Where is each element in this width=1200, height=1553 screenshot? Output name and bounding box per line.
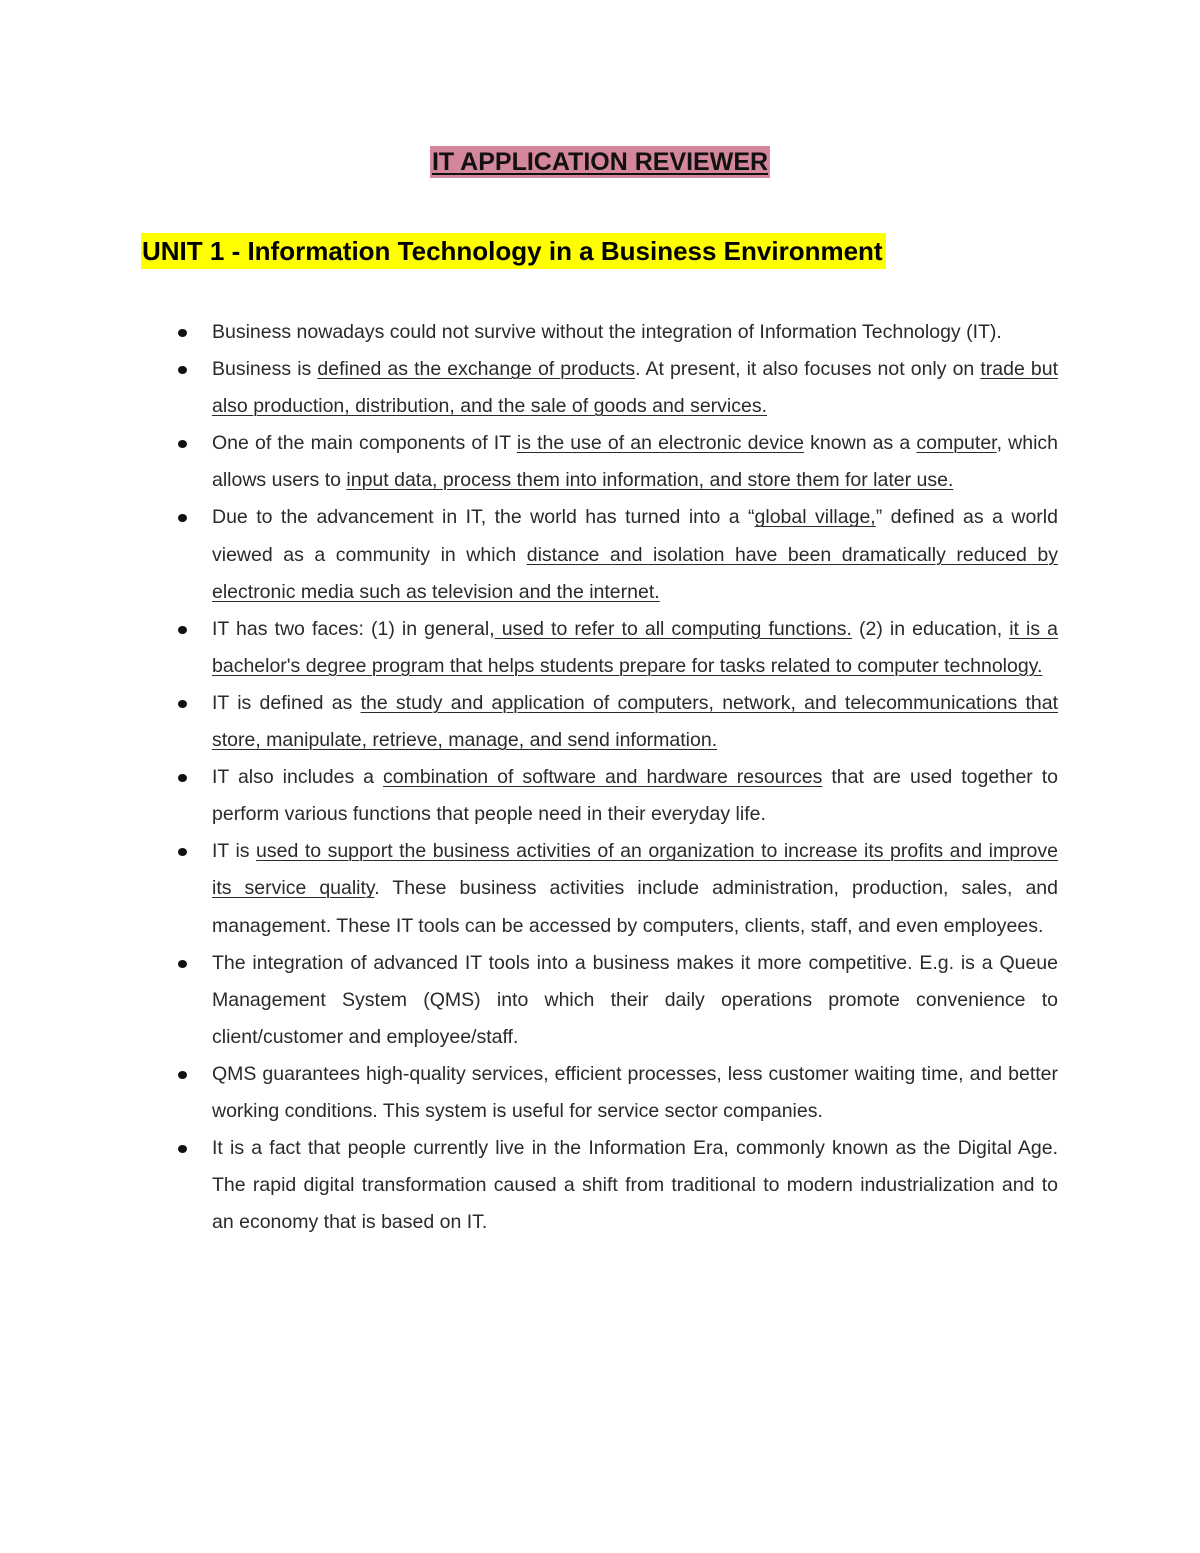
bullet-text: . At present, it also focuses not only on xyxy=(635,358,981,381)
bullet-text: . These business activities include administration, production, sales, and management. These IT tools can be accessed by computers, clients, staff, and even employees. xyxy=(212,877,1058,937)
bullet-text-underlined: defined as the exchange of products xyxy=(317,358,636,381)
unit-heading xyxy=(141,233,886,269)
bullet-text-underlined: input data, process them into information, and store them for later use. xyxy=(346,469,954,492)
bullet-dot-icon xyxy=(178,960,187,968)
bullet-text: One of the main components of IT xyxy=(212,432,517,455)
bullet-item xyxy=(212,833,1058,944)
bullet-item xyxy=(212,685,1058,759)
bullet-item xyxy=(212,1056,1058,1130)
bullet-text: Due to the advancement in IT, the world has turned into a “ xyxy=(212,506,755,529)
bullet-dot-icon xyxy=(178,848,187,856)
bullet-dot-icon xyxy=(178,1145,187,1153)
bullet-item xyxy=(212,759,1058,833)
bullet-item xyxy=(212,1130,1058,1241)
document-title-text: IT APPLICATION REVIEWER xyxy=(431,148,769,176)
bullet-text: IT is defined as xyxy=(212,691,361,714)
bullet-dot-icon xyxy=(178,329,187,337)
bullet-dot-icon xyxy=(178,366,187,374)
bullet-text: The integration of advanced IT tools into a business makes it more competitive. E.g. is a Queue Management System (QMS) into which their daily operations promote convenience to client/customer and employee/staff. xyxy=(212,951,1058,1048)
bullet-text: IT has two faces: (1) in general, xyxy=(212,617,495,640)
bullet-dot-icon xyxy=(178,514,187,522)
bullet-dot-icon xyxy=(178,1071,187,1079)
bullet-text: Business nowadays could not survive without the integration of Information Technology (IT). xyxy=(212,321,1002,343)
bullet-text-underlined: used to refer to all computing functions. xyxy=(494,617,852,640)
bullet-text: IT also includes a xyxy=(212,766,383,789)
bullet-text-underlined: the study and application of computers, network, and telecommunications that store, manipulate, retrieve, manage, and send information. xyxy=(212,691,1058,752)
bullet-text-underlined: is the use of an electronic device xyxy=(516,432,805,455)
bullet-text: that are used together to perform various functions that people need in their everyday life. xyxy=(212,766,1059,826)
bullet-text: IT is xyxy=(212,840,257,863)
bullet-item xyxy=(212,945,1058,1056)
bullet-text-underlined: global village, xyxy=(754,506,876,529)
bullet-item xyxy=(212,425,1058,499)
bullet-text-underlined: distance and isolation have been dramatically reduced by electronic media such as television and the internet. xyxy=(212,543,1058,603)
bullet-text-underlined: trade but also production, distribution, and the sale of goods and services. xyxy=(212,358,1058,418)
bullet-list xyxy=(212,314,1058,1241)
bullet-text: ” defined as a world viewed as a community in which xyxy=(212,506,1058,566)
bullet-item xyxy=(212,499,1058,610)
bullet-text: , which allows users to xyxy=(212,432,1058,492)
bullet-item xyxy=(212,314,1058,351)
bullet-text-underlined: it is a bachelor's degree program that helps students prepare for tasks related to computer technology. xyxy=(212,617,1058,677)
bullet-dot-icon xyxy=(178,440,187,448)
bullet-text: (2) in education, xyxy=(851,617,1010,640)
bullet-text: QMS guarantees high-quality services, efficient processes, less customer waiting time, and better working conditions. This system is useful for service sector companies. xyxy=(212,1062,1058,1122)
bullet-dot-icon xyxy=(178,626,187,634)
bullet-dot-icon xyxy=(178,700,187,708)
unit-heading-text: UNIT 1 - Information Technology in a Business Environment xyxy=(141,233,886,269)
document-title xyxy=(0,141,1200,178)
bullet-text-underlined: used to support the business activities of an organization to increase its profits and improve its service quality xyxy=(212,840,1058,900)
bullet-item xyxy=(212,611,1058,685)
bullet-text-underlined: computer xyxy=(916,432,997,455)
bullet-dot-icon xyxy=(178,774,187,782)
bullet-item xyxy=(212,351,1058,425)
bullet-text: It is a fact that people currently live in the Information Era, commonly known as the Digital Age. The rapid digital transformation caused a shift from traditional to modern industrialization and to an economy that is based on IT. xyxy=(212,1137,1058,1234)
bullet-text: known as a xyxy=(804,432,917,455)
bullet-text: Business is xyxy=(212,358,318,381)
bullet-text-underlined: combination of software and hardware resources xyxy=(383,766,823,789)
